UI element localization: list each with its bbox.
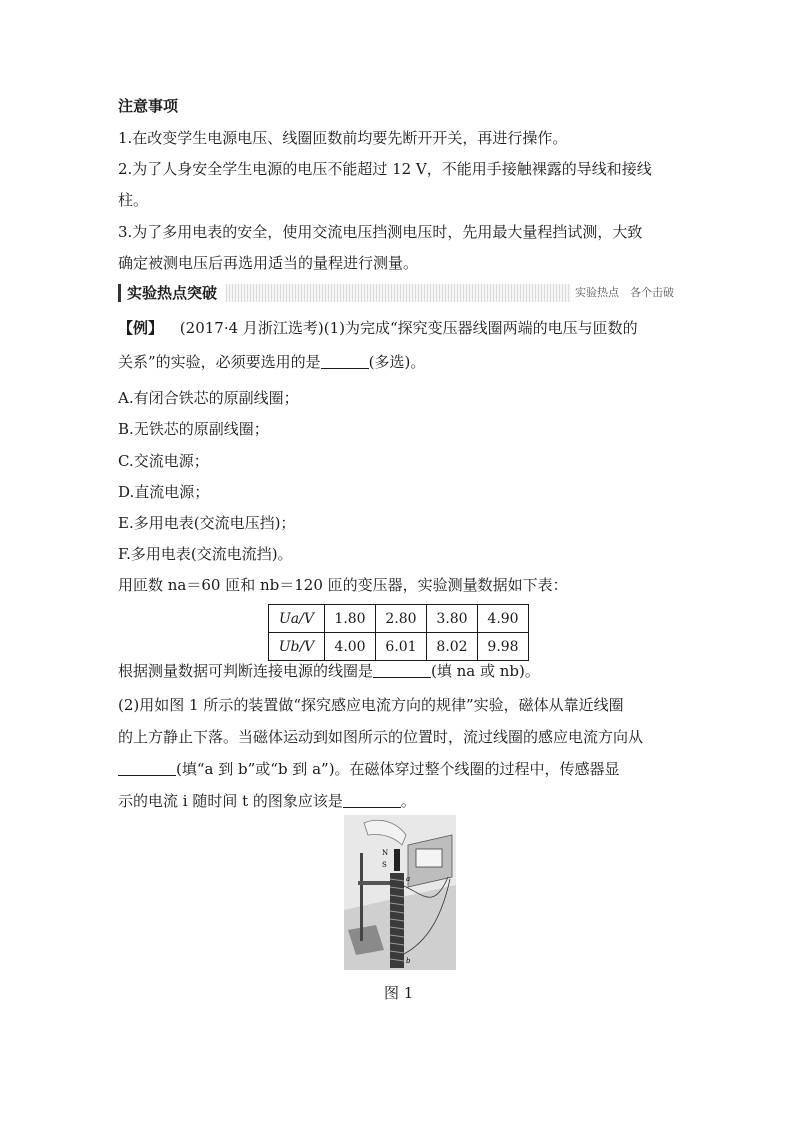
note-item-2-cont: 柱。 (118, 191, 149, 209)
example-line-2 (118, 352, 425, 372)
section-banner-subtitle: 实验热点 各个击破 (571, 284, 678, 302)
part2-line-1: (2)用如图 1 所示的装置做“探究感应电流方向的规律”实验，磁体从靠近线圈 (118, 696, 624, 714)
table-cell: 4.00 (325, 633, 376, 661)
voltage-table (268, 604, 529, 661)
option-b: B.无铁芯的原副线圈； (118, 420, 269, 438)
example-question-cont: 关系”的实验，必须要选用的是 (118, 353, 321, 371)
experiment-figure (344, 815, 456, 970)
table-intro: 用匝数 na＝60 匝和 nb＝120 匝的变压器，实验测量数据如下表： (118, 576, 568, 594)
table-cell: 4.90 (478, 605, 529, 633)
part2-line-3 (118, 759, 620, 779)
table-cell: 9.98 (478, 633, 529, 661)
label-n: N (382, 849, 389, 857)
table-row (269, 605, 529, 633)
notes-title: 注意事项 (118, 97, 179, 115)
judge-question: 根据测量数据可判断连接电源的线圈是 (118, 662, 374, 680)
judge-suffix: (填 na 或 nb)。 (431, 662, 540, 680)
table-cell: 6.01 (376, 633, 427, 661)
section-banner (118, 284, 678, 302)
table-row-label: Ua/V (269, 605, 325, 633)
example-question: (2017·4 月浙江选考)(1)为完成“探究变压器线圈两端的电压与匝数的 (179, 319, 638, 337)
option-d: D.直流电源； (118, 483, 210, 501)
label-b: b (406, 957, 411, 965)
option-e: E.多用电表(交流电压挡)； (118, 514, 296, 532)
answer-blank-4[interactable] (343, 793, 401, 808)
table-cell: 2.80 (376, 605, 427, 633)
note-item-2: 2.为了人身安全学生电源的电压不能超过 12 V，不能用手接触裸露的导线和接线 (118, 160, 652, 178)
table-cell: 1.80 (325, 605, 376, 633)
example-line-1 (118, 318, 638, 338)
part2-line-4-text: 示的电流 i 随时间 t 的图象应该是 (118, 792, 343, 810)
sensor-screen (416, 849, 442, 867)
part2-line-4-suffix: 。 (400, 792, 416, 810)
answer-blank-3[interactable] (118, 761, 176, 776)
note-item-3: 3.为了多用电表的安全，使用交流电压挡测电压时，先用最大量程挡试测，大致 (118, 223, 643, 241)
magnet (394, 849, 400, 871)
figure-caption: 图 1 (384, 984, 414, 1002)
table-cell: 8.02 (427, 633, 478, 661)
part2-line-2: 的上方静止下落。当磁体运动到如图所示的位置时，流过线圈的感应电流方向从 (118, 728, 644, 746)
judge-line (118, 661, 540, 681)
answer-blank-2[interactable] (373, 663, 431, 678)
example-question-suffix: (多选)。 (368, 353, 426, 371)
option-c: C.交流电源； (118, 452, 209, 470)
example-tag: 【例】 (118, 319, 164, 337)
label-s: S (382, 861, 387, 869)
label-a: a (406, 875, 411, 883)
section-banner-title: 实验热点突破 (118, 284, 225, 302)
table-row-label: Ub/V (269, 633, 325, 661)
answer-blank-1[interactable] (321, 354, 369, 369)
part2-line-3-text: (填“a 到 b”或“b 到 a”)。在磁体穿过整个线圈的过程中，传感器显 (176, 760, 620, 778)
stand-rod (360, 853, 363, 941)
note-item-3-cont: 确定被测电压后再选用适当的量程进行测量。 (118, 254, 419, 272)
table-row (269, 633, 529, 661)
option-a: A.有闭合铁芯的原副线圈； (118, 389, 299, 407)
option-f: F.多用电表(交流电流挡)。 (118, 545, 293, 563)
note-item-1: 1.在改变学生电源电压、线圈匝数前均要先断开开关，再进行操作。 (118, 129, 568, 147)
part2-line-4 (118, 791, 416, 811)
table-cell: 3.80 (427, 605, 478, 633)
